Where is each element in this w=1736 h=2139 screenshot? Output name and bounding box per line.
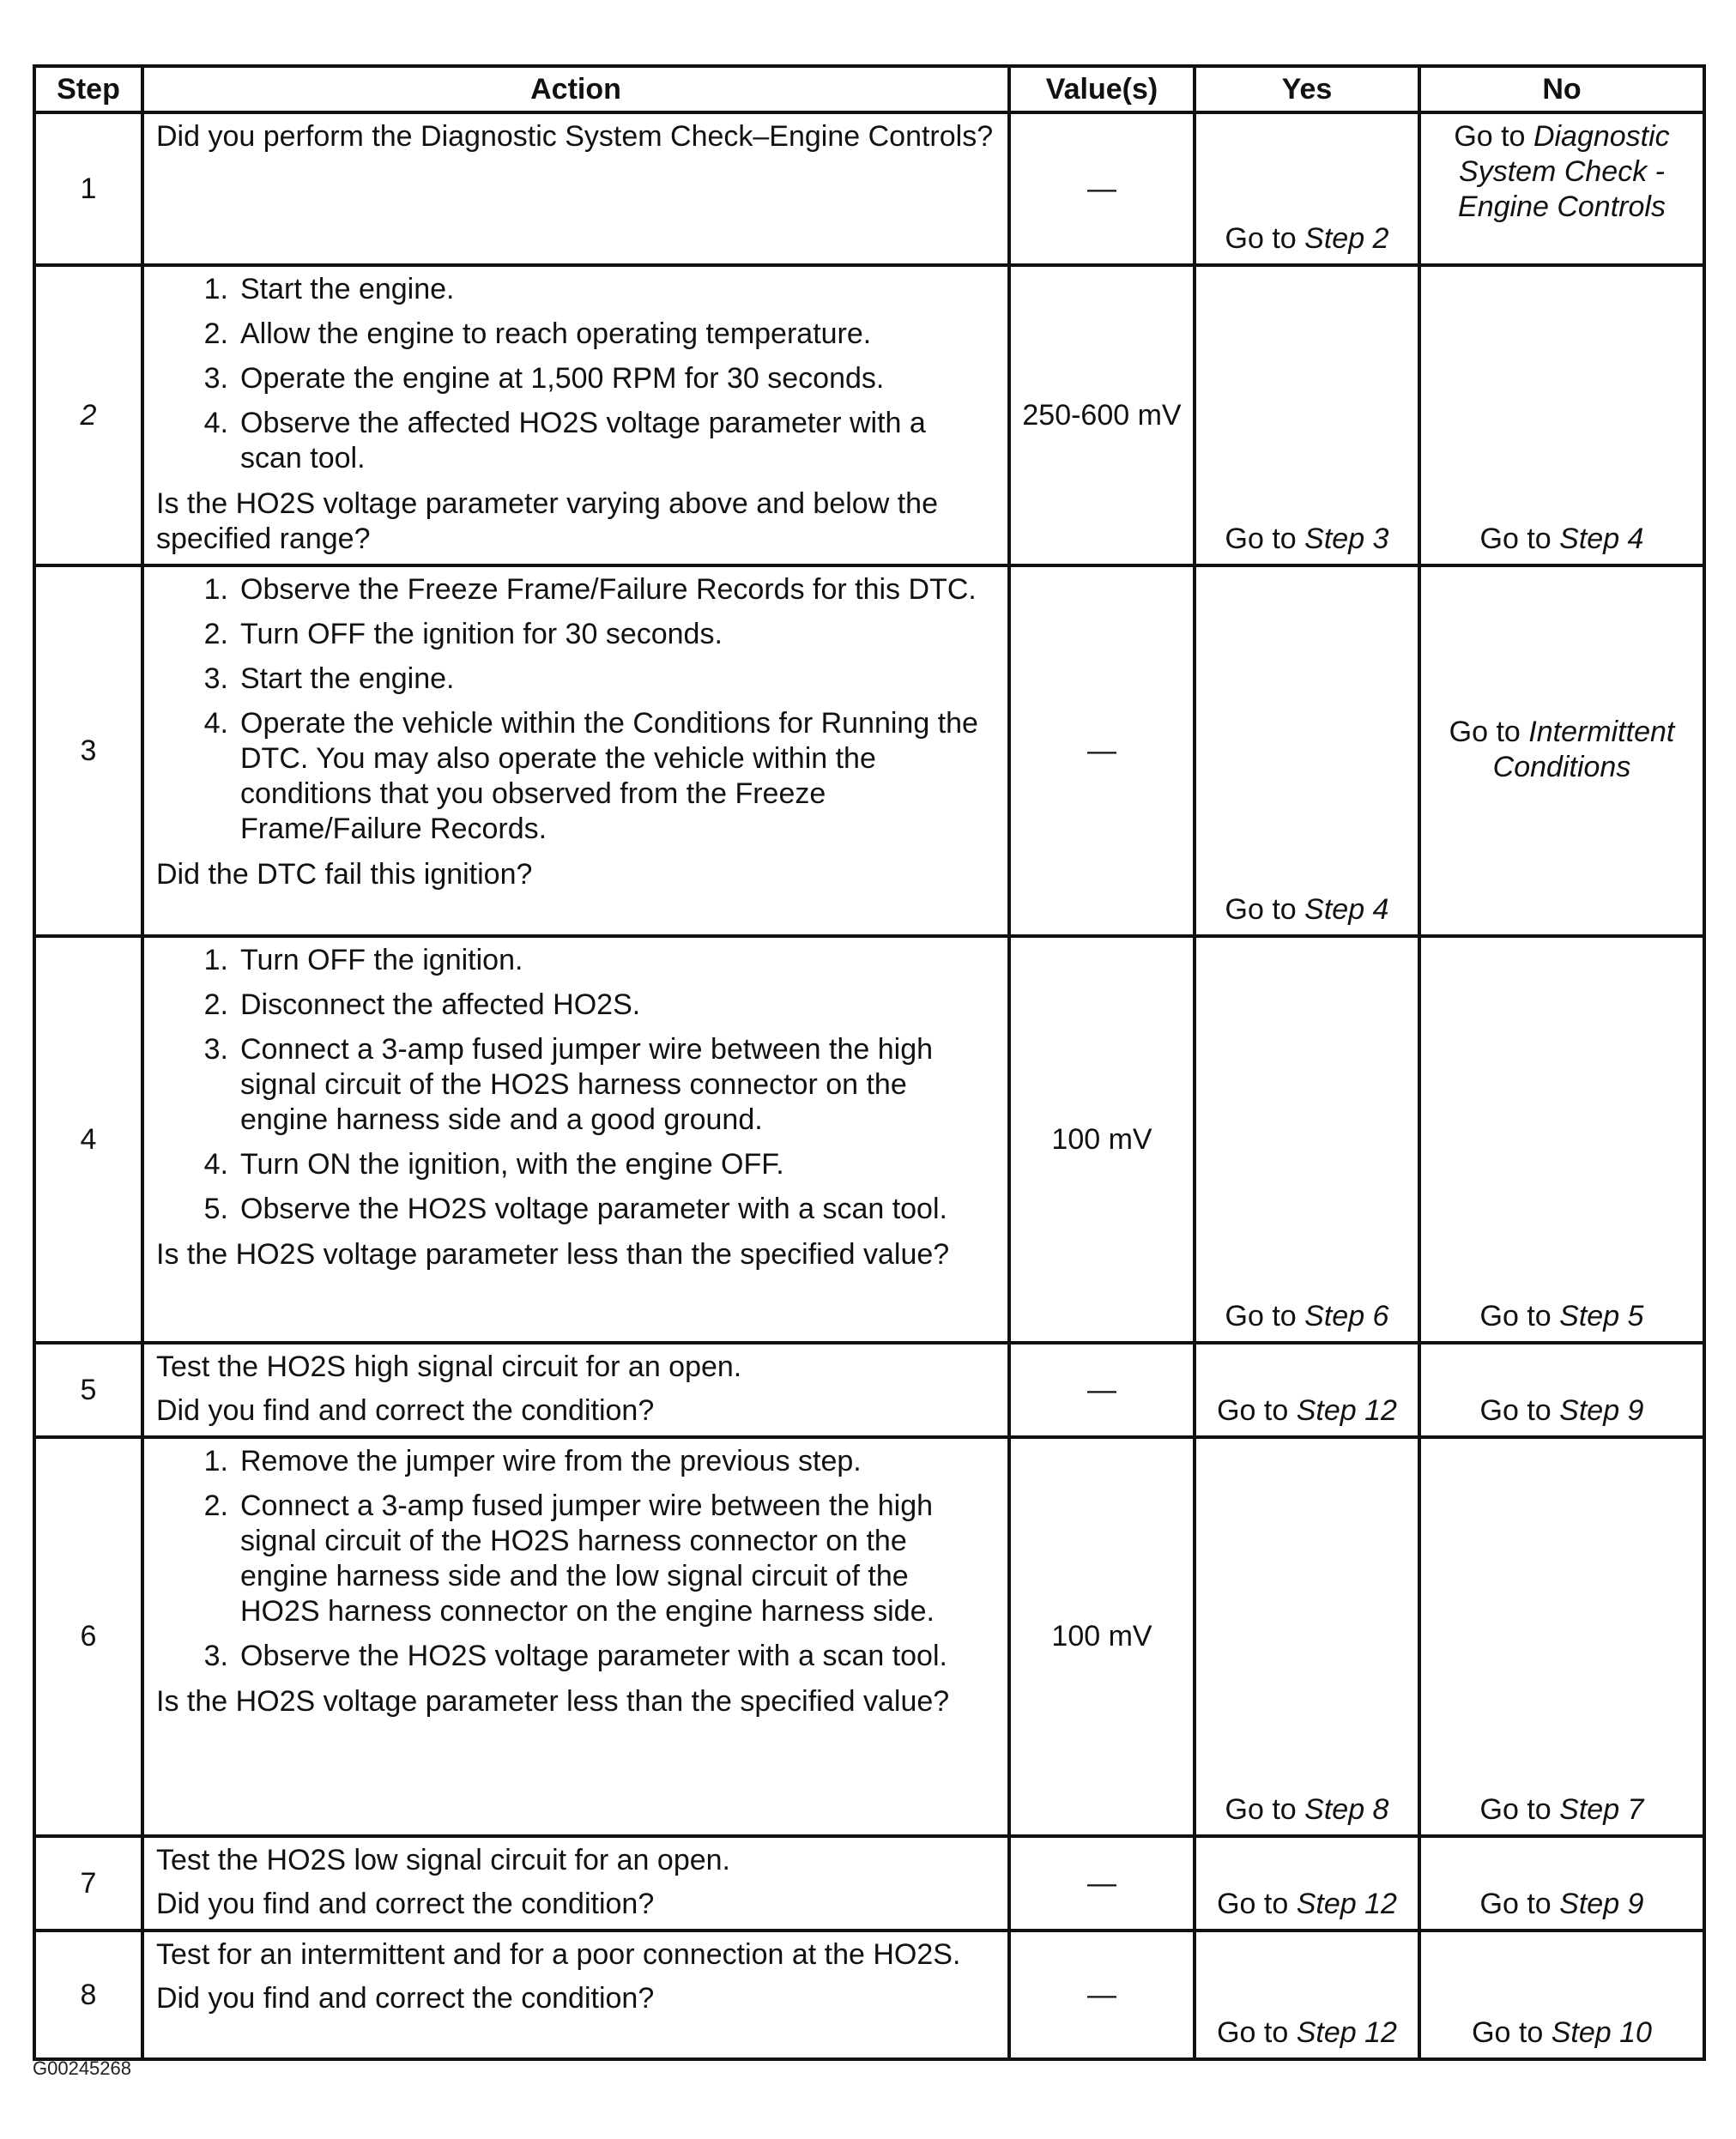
action-question: Test the HO2S high signal circuit for an open. — [156, 1350, 742, 1383]
step-number: 5 — [34, 1343, 142, 1437]
goto-prefix: Go to — [1217, 2016, 1289, 2049]
no-outcome-cell — [1419, 936, 1704, 1343]
goto-prefix: Go to — [1454, 120, 1526, 153]
step-number: 4 — [34, 936, 142, 1343]
action-step-text: Connect a 3-amp fused jumper wire between the high signal circuit of the HO2S harness connector on the engine harness side and a good ground. — [240, 1033, 934, 1136]
action-cell — [142, 1931, 1009, 2059]
action-step-text: Observe the affected HO2S voltage parameter with a scan tool. — [240, 407, 926, 474]
action-step — [156, 1032, 995, 1138]
action-question: Did the DTC fail this ignition? — [156, 858, 533, 891]
table-row — [34, 1437, 1704, 1836]
action-step-number: 2. — [203, 317, 228, 350]
action-step — [156, 317, 995, 352]
action-step-number: 3. — [203, 1033, 228, 1066]
diagnostic-table — [33, 64, 1706, 2061]
action-cell — [142, 112, 1009, 265]
action-step-number: 2. — [203, 1489, 228, 1522]
action-step-text: Remove the jumper wire from the previous step. — [240, 1445, 862, 1477]
goto-prefix: Go to — [1479, 523, 1552, 555]
action-cell — [142, 265, 1009, 565]
goto-prefix: Go to — [1449, 716, 1521, 748]
no-outcome-cell — [1419, 112, 1704, 265]
action-step — [156, 1444, 995, 1479]
step-number: 1 — [34, 112, 142, 265]
header-values: Value(s) — [1009, 66, 1195, 112]
action-step-text: Turn ON the ignition, with the engine OFF. — [240, 1148, 784, 1181]
value-cell: — — [1009, 565, 1195, 936]
step-number: 6 — [34, 1437, 142, 1836]
action-step-text: Allow the engine to reach operating temperature. — [240, 317, 872, 350]
yes-outcome-cell — [1195, 936, 1419, 1343]
action-question: Is the HO2S voltage parameter less than the specified value? — [156, 1685, 950, 1718]
action-question: Did you find and correct the condition? — [156, 1888, 655, 1920]
no-outcome-cell — [1419, 565, 1704, 936]
action-question: Did you find and correct the condition? — [156, 1394, 655, 1427]
table-header-row — [34, 66, 1704, 112]
action-steps-list — [156, 272, 995, 476]
yes-outcome-cell — [1195, 565, 1419, 936]
header-no: No — [1419, 66, 1704, 112]
action-step-number: 2. — [203, 988, 228, 1021]
action-step-text: Operate the vehicle within the Conditions for Running the DTC. You may also operate the vehicle within the conditions that you observed from the Freeze Frame/Failure Records. — [240, 707, 978, 845]
goto-prefix: Go to — [1225, 523, 1297, 555]
action-step-number: 3. — [203, 662, 228, 695]
figure-id: G00245268 — [33, 2057, 131, 2079]
table-body — [34, 112, 1704, 2059]
goto-reference: Intermittent Conditions — [1492, 716, 1675, 783]
goto-reference: Step 12 — [1296, 2016, 1397, 2049]
action-step-text: Observe the Freeze Frame/Failure Records for this DTC. — [240, 573, 977, 606]
goto-reference: Step 4 — [1559, 523, 1644, 555]
action-question: Did you find and correct the condition? — [156, 1982, 655, 2015]
action-step-text: Operate the engine at 1,500 RPM for 30 seconds. — [240, 362, 885, 395]
goto-reference: Step 12 — [1296, 1394, 1397, 1427]
table-row — [34, 112, 1704, 265]
action-cell — [142, 565, 1009, 936]
action-steps-list — [156, 943, 995, 1227]
goto-reference: Step 9 — [1559, 1888, 1644, 1920]
action-step — [156, 662, 995, 697]
action-step-number: 1. — [203, 573, 228, 606]
action-step-number: 4. — [203, 1148, 228, 1181]
table-row — [34, 1343, 1704, 1437]
goto-reference: Step 12 — [1296, 1888, 1397, 1920]
step-number: 7 — [34, 1836, 142, 1931]
action-step-text: Connect a 3-amp fused jumper wire between the high signal circuit of the HO2S harness connector on the engine harness side and the low signal circuit of the HO2S harness connector on the engine harness side. — [240, 1489, 935, 1628]
action-step — [156, 706, 995, 847]
value-cell: 100 mV — [1009, 936, 1195, 1343]
action-step — [156, 1489, 995, 1629]
action-step — [156, 943, 995, 978]
goto-reference: Step 4 — [1304, 893, 1389, 926]
header-yes: Yes — [1195, 66, 1419, 112]
value-cell: 250-600 mV — [1009, 265, 1195, 565]
goto-prefix: Go to — [1217, 1394, 1289, 1427]
goto-prefix: Go to — [1479, 1300, 1552, 1332]
action-step-text: Start the engine. — [240, 273, 455, 305]
action-step — [156, 361, 995, 396]
goto-reference: Step 2 — [1304, 222, 1389, 255]
yes-outcome-cell — [1195, 265, 1419, 565]
table-row — [34, 265, 1704, 565]
action-steps-list — [156, 1444, 995, 1674]
table-row — [34, 936, 1704, 1343]
action-step-text: Start the engine. — [240, 662, 455, 695]
no-outcome-cell — [1419, 265, 1704, 565]
action-cell — [142, 1343, 1009, 1437]
no-outcome-cell — [1419, 1931, 1704, 2059]
no-outcome-cell — [1419, 1437, 1704, 1836]
step-number: 3 — [34, 565, 142, 936]
goto-prefix: Go to — [1479, 1793, 1552, 1826]
value-cell: — — [1009, 1343, 1195, 1437]
step-number: 2 — [34, 265, 142, 565]
goto-reference: Step 10 — [1551, 2016, 1652, 2049]
action-step-number: 1. — [203, 1445, 228, 1477]
action-cell — [142, 936, 1009, 1343]
action-step-text: Observe the HO2S voltage parameter with a scan tool. — [240, 1193, 947, 1225]
goto-reference: Step 9 — [1559, 1394, 1644, 1427]
action-step-number: 4. — [203, 407, 228, 439]
action-step-text: Disconnect the affected HO2S. — [240, 988, 641, 1021]
goto-prefix: Go to — [1225, 1300, 1297, 1332]
action-step — [156, 988, 995, 1023]
action-step-number: 3. — [203, 362, 228, 395]
action-question: Is the HO2S voltage parameter varying above and below the specified range? — [156, 487, 938, 555]
action-step-text: Turn OFF the ignition. — [240, 944, 523, 976]
yes-outcome-cell — [1195, 1836, 1419, 1931]
action-step — [156, 572, 995, 607]
action-step — [156, 617, 995, 652]
action-step — [156, 1639, 995, 1674]
action-cell — [142, 1437, 1009, 1836]
diagnostic-table-container — [33, 64, 1703, 2061]
action-step-number: 1. — [203, 944, 228, 976]
table-row — [34, 565, 1704, 936]
table-row — [34, 1836, 1704, 1931]
action-step-number: 3. — [203, 1640, 228, 1672]
value-cell: — — [1009, 1931, 1195, 2059]
goto-prefix: Go to — [1479, 1394, 1552, 1427]
value-cell: — — [1009, 1836, 1195, 1931]
header-action: Action — [142, 66, 1009, 112]
yes-outcome-cell — [1195, 112, 1419, 265]
action-step-text: Turn OFF the ignition for 30 seconds. — [240, 618, 723, 650]
action-cell — [142, 1836, 1009, 1931]
yes-outcome-cell — [1195, 1343, 1419, 1437]
no-outcome-cell — [1419, 1836, 1704, 1931]
value-cell: 100 mV — [1009, 1437, 1195, 1836]
goto-reference: Step 5 — [1559, 1300, 1644, 1332]
action-question: Test for an intermittent and for a poor connection at the HO2S. — [156, 1938, 961, 1971]
action-steps-list — [156, 572, 995, 847]
action-step-text: Observe the HO2S voltage parameter with a scan tool. — [240, 1640, 947, 1672]
goto-prefix: Go to — [1225, 1793, 1297, 1826]
goto-prefix: Go to — [1472, 2016, 1544, 2049]
goto-reference: Diagnostic System Check - Engine Controls — [1458, 120, 1670, 223]
action-question: Test the HO2S low signal circuit for an open. — [156, 1844, 730, 1876]
action-step-number: 1. — [203, 273, 228, 305]
table-row — [34, 1931, 1704, 2059]
yes-outcome-cell — [1195, 1931, 1419, 2059]
goto-prefix: Go to — [1479, 1888, 1552, 1920]
action-question: Did you perform the Diagnostic System Check–Engine Controls? — [156, 120, 994, 153]
goto-reference: Step 6 — [1304, 1300, 1389, 1332]
action-step — [156, 272, 995, 307]
goto-prefix: Go to — [1225, 893, 1297, 926]
header-step: Step — [34, 66, 142, 112]
action-step — [156, 1147, 995, 1182]
action-step-number: 5. — [203, 1193, 228, 1225]
goto-reference: Step 3 — [1304, 523, 1389, 555]
goto-prefix: Go to — [1225, 222, 1297, 255]
yes-outcome-cell — [1195, 1437, 1419, 1836]
action-step-number: 2. — [203, 618, 228, 650]
value-cell: — — [1009, 112, 1195, 265]
action-question: Is the HO2S voltage parameter less than the specified value? — [156, 1238, 950, 1271]
goto-reference: Step 7 — [1559, 1793, 1644, 1826]
goto-prefix: Go to — [1217, 1888, 1289, 1920]
no-outcome-cell — [1419, 1343, 1704, 1437]
action-step-number: 4. — [203, 707, 228, 740]
action-step — [156, 1192, 995, 1227]
action-step — [156, 406, 995, 476]
step-number: 8 — [34, 1931, 142, 2059]
goto-reference: Step 8 — [1304, 1793, 1389, 1826]
